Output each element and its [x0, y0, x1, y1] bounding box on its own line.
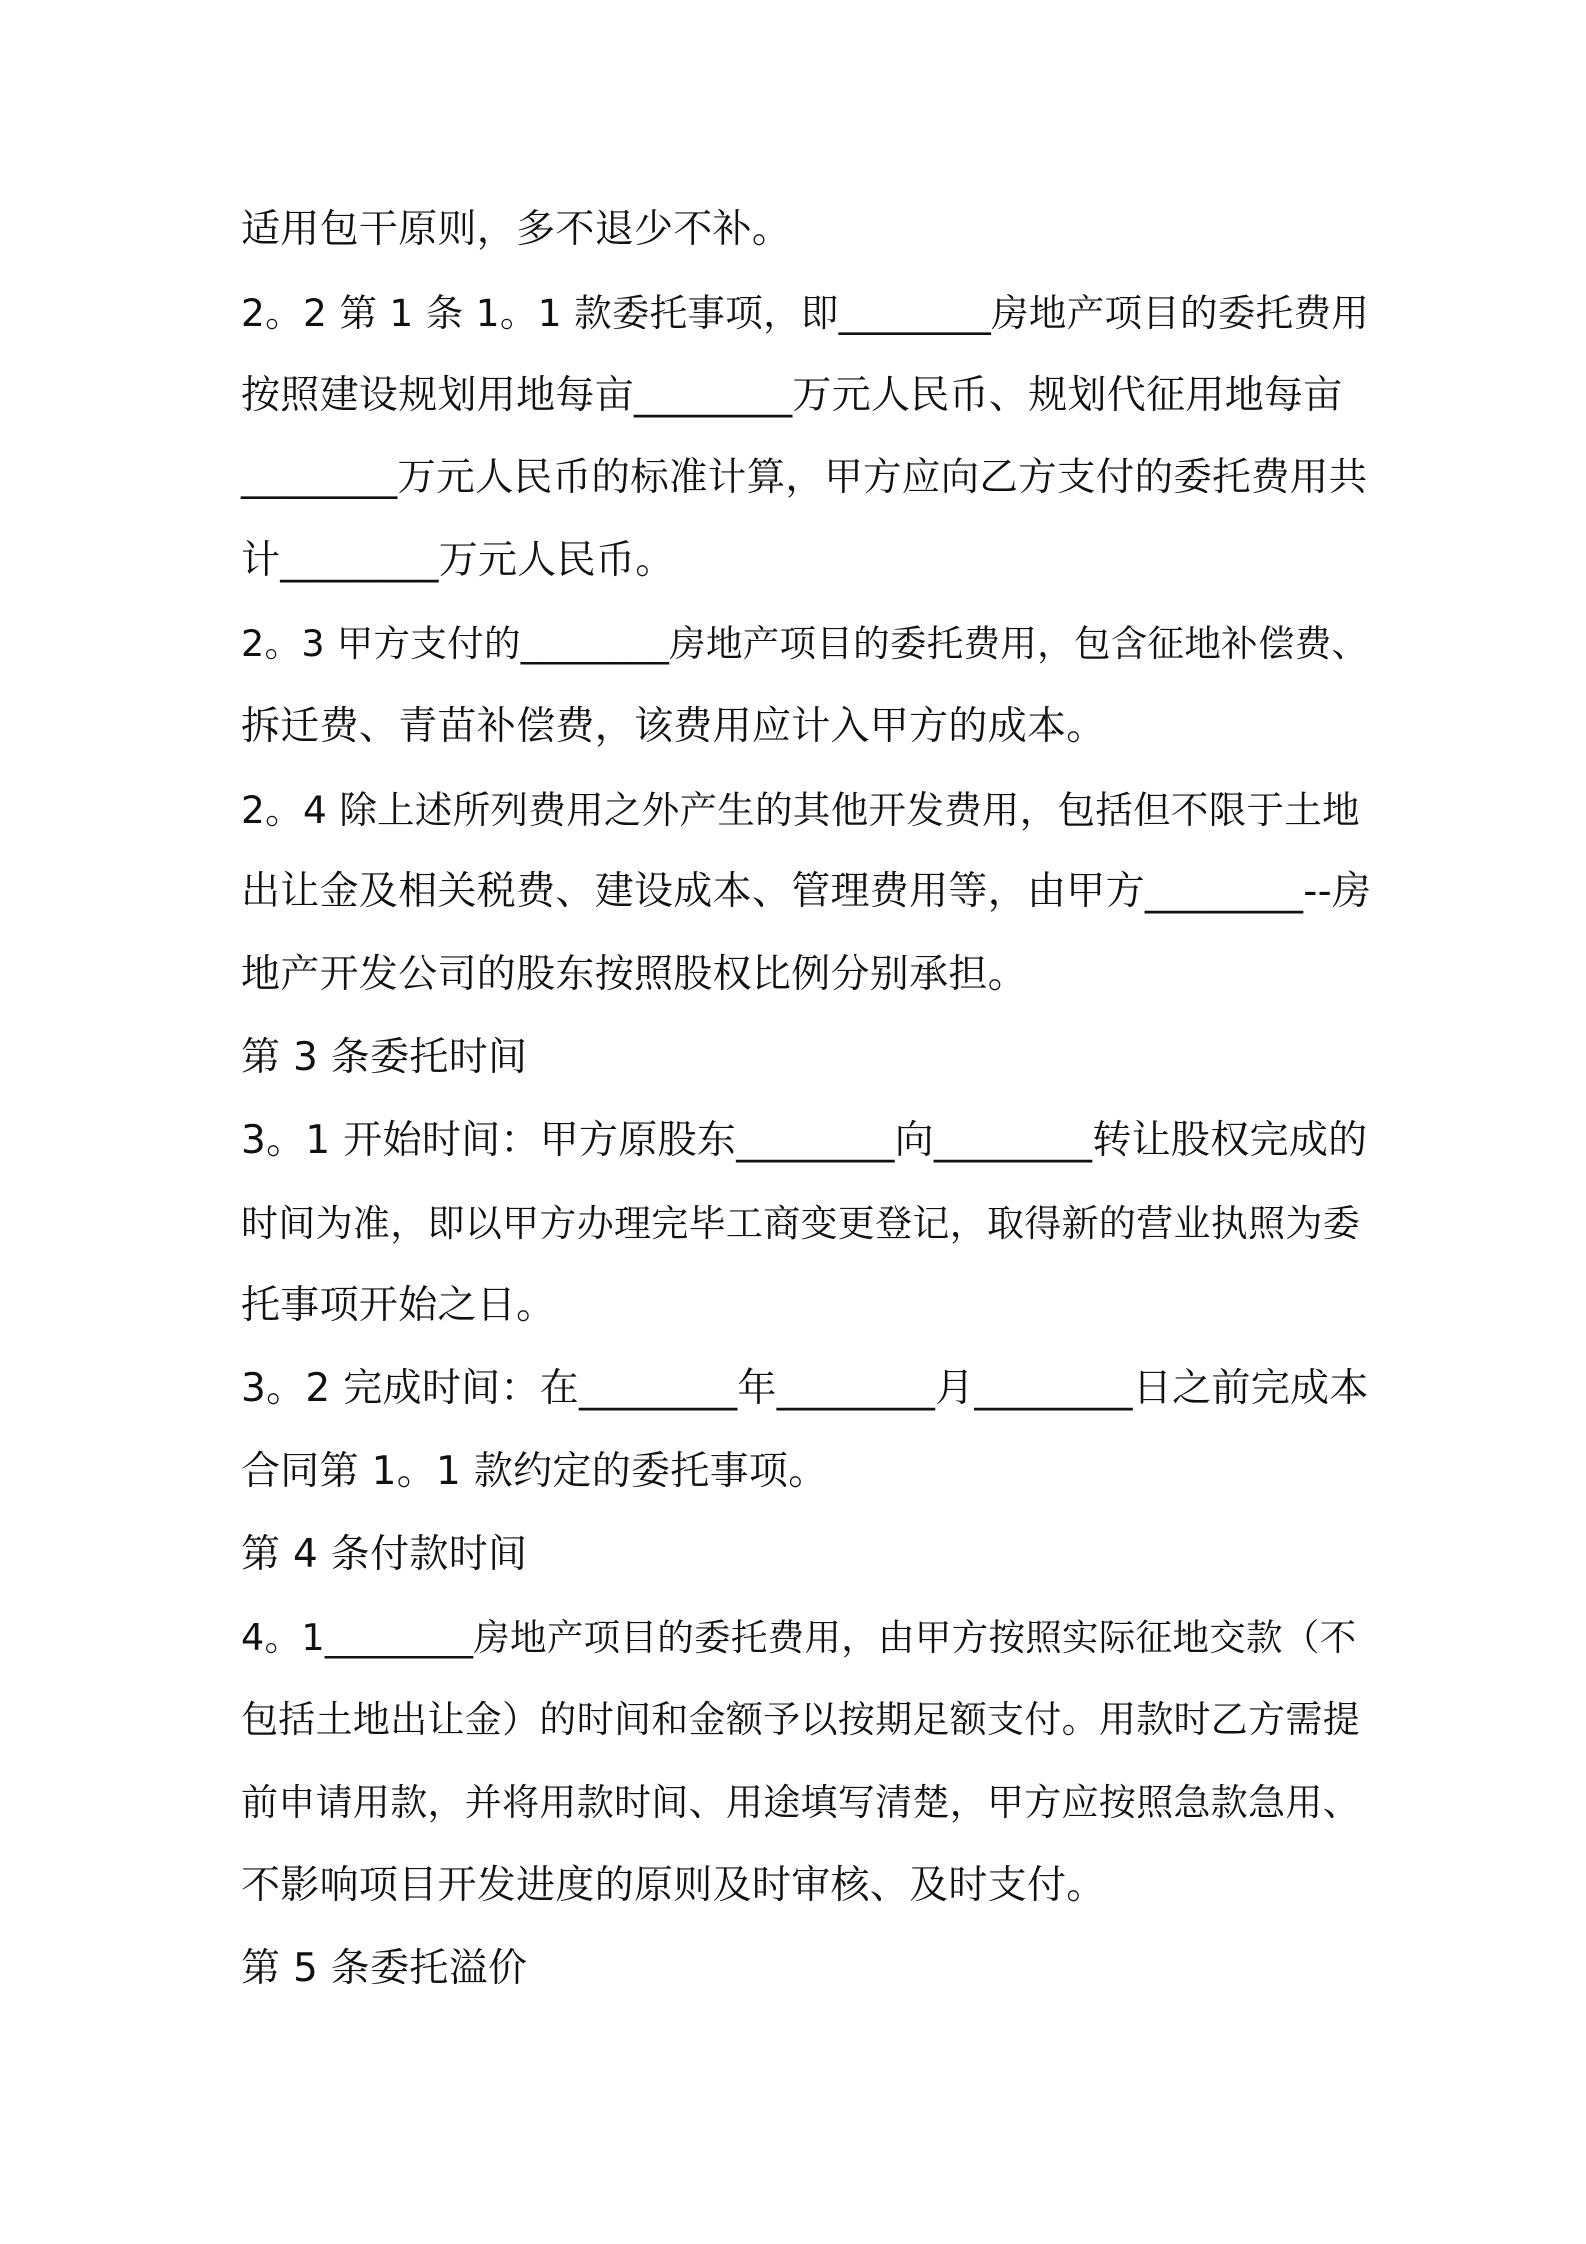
text-line: 时间为准，即以甲方办理完毕工商变更登记，取得新的营业执照为委: [241, 1202, 1360, 1245]
text-line: 4。1________房地产项目的委托费用，由甲方按照实际征地交款（不: [241, 1616, 1357, 1659]
text-line: 托事项开始之日。: [241, 1283, 556, 1328]
text-line: ________万元人民币的标准计算，甲方应向乙方支付的委托费用共: [241, 455, 1368, 500]
text-line: 包括土地出让金）的时间和金额予以按期足额支付。用款时乙方需提: [241, 1698, 1360, 1741]
section-heading: 第 5 条委托溢价: [241, 1946, 528, 1991]
text-line: 2。3 甲方支付的________房地产项目的委托费用，包含征地补偿费、: [241, 622, 1369, 665]
text-line: 拆迁费、青苗补偿费，该费用应计入甲方的成本。: [241, 704, 1106, 749]
text-line: 地产开发公司的股东按照股权比例分别承担。: [241, 952, 1028, 997]
text-line: 合同第 1。1 款约定的委托事项。: [241, 1449, 828, 1494]
text-line: 出让金及相关税费、建设成本、管理费用等，由甲方________--房: [241, 869, 1372, 914]
text-line: 按照建设规划用地每亩________万元人民币、规划代征用地每亩: [241, 373, 1343, 418]
text-line: 计________万元人民币。: [241, 538, 675, 583]
text-line: 适用包干原则，多不退少不补。: [241, 207, 792, 252]
document-page: [241, 0, 1371, 2244]
section-heading: 第 3 条委托时间: [241, 1035, 528, 1080]
text-line: 2。2 第 1 条 1。1 款委托事项，即________房地产项目的委托费用: [241, 291, 1370, 335]
text-line: 前申请用款，并将用款时间、用途填写清楚，甲方应按照急款急用、: [241, 1781, 1360, 1824]
text-line: 不影响项目开发进度的原则及时审核、及时支付。: [241, 1863, 1106, 1908]
text-line: 3。2 完成时间：在________年________月________日之前完成本: [241, 1366, 1369, 1411]
text-line: 2。4 除上述所列费用之外产生的其他开发费用，包括但不限于土地: [241, 788, 1360, 832]
section-heading: 第 4 条付款时间: [241, 1532, 528, 1577]
text-line: 3。1 开始时间：甲方原股东________向________转让股权完成的: [241, 1118, 1368, 1163]
